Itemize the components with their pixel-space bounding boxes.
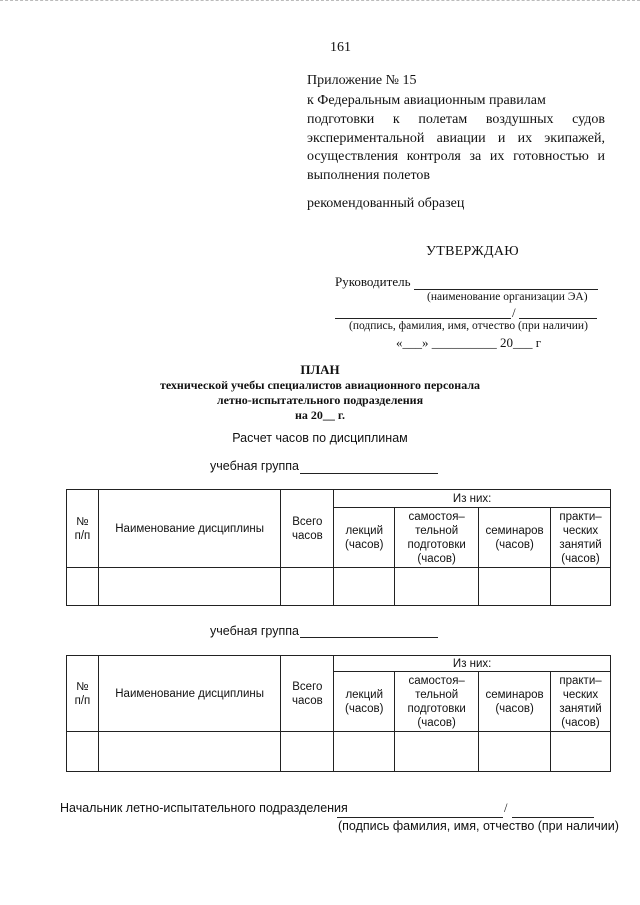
- signature-slash: /: [512, 305, 516, 320]
- header-lectures: лекций (часов): [334, 672, 395, 732]
- appendix-line-5: выполнения полетов: [307, 168, 430, 183]
- header-total-hours: Всего часов: [281, 490, 334, 568]
- cell-total-hours[interactable]: [281, 568, 334, 606]
- sample-note: рекомендованный образец: [307, 196, 465, 211]
- group-1-blank: [300, 473, 438, 474]
- cell-practice[interactable]: [551, 568, 611, 606]
- appendix-line-3: экспериментальной авиации и их экипажей,: [307, 131, 605, 146]
- cell-discipline-name[interactable]: [98, 568, 280, 606]
- group-1-label: учебная группа: [210, 459, 299, 473]
- head-label: Руководитель: [335, 274, 411, 289]
- org-hint: (наименование организации ЭА): [427, 291, 588, 303]
- header-practice: практи– ческих занятий (часов): [551, 508, 611, 568]
- calc-heading: Расчет часов по дисциплинам: [232, 431, 408, 445]
- cell-seminars[interactable]: [479, 732, 551, 772]
- cell-number[interactable]: [67, 732, 99, 772]
- chief-slash: /: [504, 801, 508, 815]
- header-discipline-name: Наименование дисциплины: [98, 656, 280, 732]
- table-row: [67, 568, 611, 606]
- group-2-blank: [300, 637, 438, 638]
- cell-number[interactable]: [67, 568, 99, 606]
- header-of-them: Из них:: [334, 490, 611, 508]
- plan-title: ПЛАН: [300, 362, 340, 377]
- appendix-line-4: осуществления контроля за их готовностью и: [307, 149, 605, 164]
- header-self-study: самостоя– тельной подготовки (часов): [395, 508, 479, 568]
- appendix-line-1: к Федеральным авиационным правилам: [307, 93, 546, 108]
- appendix-title: Приложение № 15: [307, 73, 417, 88]
- page-top-edge: [0, 0, 640, 2]
- name-blank-line: [519, 318, 597, 319]
- appendix-line-2: подготовки к полетам воздушных судов: [307, 112, 605, 127]
- group-2-label: учебная группа: [210, 624, 299, 638]
- disciplines-table-2: [66, 655, 611, 772]
- header-practice: практи– ческих занятий (часов): [551, 672, 611, 732]
- table-row: [67, 732, 611, 772]
- cell-practice[interactable]: [551, 732, 611, 772]
- approval-date: «___» __________ 20___ г: [396, 335, 542, 350]
- plan-line-2: летно-испытательного подразделения: [216, 393, 424, 407]
- page-number: 161: [330, 40, 351, 55]
- org-blank-line: [414, 289, 598, 290]
- plan-year: на 20__ г.: [294, 408, 345, 422]
- cell-lectures[interactable]: [334, 568, 395, 606]
- cell-seminars[interactable]: [479, 568, 551, 606]
- header-discipline-name: Наименование дисциплины: [98, 490, 280, 568]
- chief-label: Начальник летно-испытательного подразделения: [60, 801, 348, 815]
- chief-signature-line: [337, 817, 503, 818]
- disciplines-table-1: [66, 489, 611, 606]
- plan-line-1: технической учебы специалистов авиационного персонала: [159, 378, 481, 392]
- chief-signature-hint: (подпись фамилия, имя, отчество (при наличии): [338, 819, 619, 833]
- signature-hint: (подпись, фамилия, имя, отчество (при наличии): [349, 320, 588, 332]
- cell-total-hours[interactable]: [281, 732, 334, 772]
- header-number: № п/п: [67, 656, 99, 732]
- header-seminars: семинаров (часов): [479, 672, 551, 732]
- chief-name-line: [512, 817, 594, 818]
- header-seminars: семинаров (часов): [479, 508, 551, 568]
- cell-discipline-name[interactable]: [98, 732, 280, 772]
- approval-heading: УТВЕРЖДАЮ: [426, 244, 519, 259]
- cell-self-study[interactable]: [395, 568, 479, 606]
- cell-lectures[interactable]: [334, 732, 395, 772]
- header-of-them: Из них:: [334, 656, 611, 672]
- header-number: № п/п: [67, 490, 99, 568]
- header-lectures: лекций (часов): [334, 508, 395, 568]
- header-self-study: самостоя– тельной подготовки (часов): [395, 672, 479, 732]
- header-total-hours: Всего часов: [281, 656, 334, 732]
- signature-blank-line: [335, 318, 511, 319]
- cell-self-study[interactable]: [395, 732, 479, 772]
